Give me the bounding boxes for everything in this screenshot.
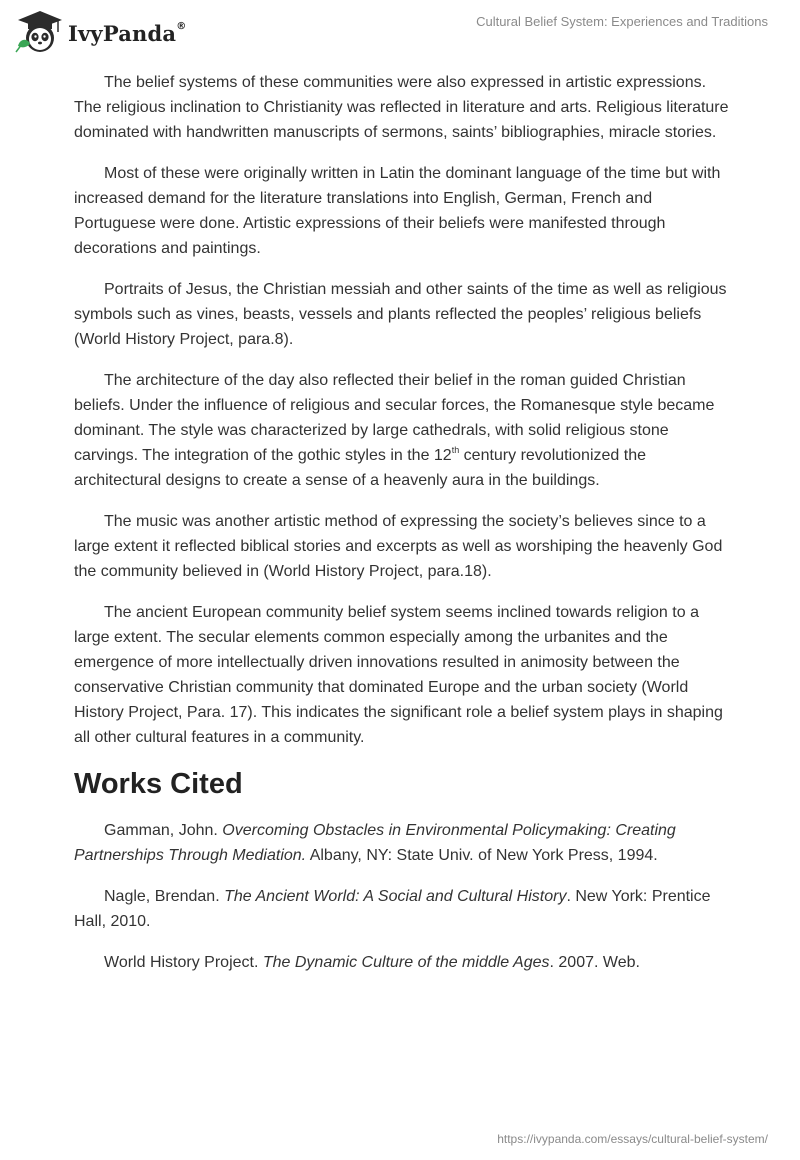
- document-title: Cultural Belief System: Experiences and Traditions: [476, 14, 768, 29]
- body-paragraph: Most of these were originally written in Latin the dominant language of the time but with increased demand for the literature translations into English, German, French and Portuguese were done. Artistic expressions of their beliefs were manifested through decorations and paintings.: [74, 165, 721, 257]
- essay-body: [74, 70, 734, 991]
- citation-title: The Ancient World: A Social and Cultural History: [224, 888, 567, 905]
- source-url-link[interactable]: https://ivypanda.com/essays/cultural-belief-system/: [497, 1132, 768, 1146]
- body-paragraph: The ancient European community belief system seems inclined towards religion to a large extent. The secular elements common especially among the urbanites and the emergence of more intellectually driven innovations resulted in animosity between the conservative Christian community that dominated Europe and the urban society (World History Project, Para. 17). This indicates the significant role a belief system plays in shaping all other cultural features in a community.: [74, 604, 723, 746]
- citation-entry: [74, 818, 734, 868]
- citation-entry: [74, 950, 734, 975]
- works-cited-heading: Works Cited: [74, 768, 243, 800]
- citation-publication: Albany, NY: State Univ. of New York Press, 1994.: [306, 847, 658, 864]
- body-paragraph: [74, 368, 734, 493]
- citation-author: Nagle, Brendan.: [104, 888, 225, 905]
- citation-title: Overcoming Obstacles in Environmental Policymaking: Creating Partnerships Through Mediation.: [74, 822, 676, 864]
- ivypanda-logo[interactable]: [14, 8, 186, 54]
- body-paragraph: The belief systems of these communities were also expressed in artistic expressions. The religious inclination to Christianity was reflected in literature and arts. Religious literature dominated with handwritten manuscripts of sermons, saints’ bibliographies, miracle stories.: [74, 74, 729, 141]
- body-paragraph: The music was another artistic method of expressing the society’s believes since to a large extent it reflected biblical stories and excerpts as well as worshiping the heavenly God the community believed in (World History Project, para.18).: [74, 513, 723, 580]
- paragraph-text: The architecture of the day also reflected their belief in the roman guided Christian beliefs. Under the influence of religious and secular forces, the Romanesque style became dominant. The style was characterized by large cathedrals, with solid religious stone carvings. The integration of the gothic styles in the 12: [74, 372, 715, 464]
- logo-wordmark: IvyPanda®: [68, 20, 187, 46]
- panda-graduate-icon: [14, 8, 64, 54]
- citation-publication: . 2007. Web.: [549, 954, 640, 971]
- ordinal-suffix: th: [451, 445, 460, 455]
- paragraph-text: century revolutionized the architectural designs to create a sense of a heavenly aura in the buildings.: [74, 447, 646, 489]
- citation-author: World History Project.: [104, 954, 263, 971]
- page-header: [0, 0, 800, 64]
- citation-author: Gamman, John.: [104, 822, 223, 839]
- body-paragraph: Portraits of Jesus, the Christian messiah and other saints of the time as well as religious symbols such as vines, beasts, vessels and plants reflected the peoples’ religious beliefs (World History Project, para.8).: [74, 281, 727, 348]
- citation-publication: . New York: Prentice Hall, 2010.: [74, 888, 711, 930]
- citation-entry: [74, 884, 734, 934]
- citation-title: The Dynamic Culture of the middle Ages: [262, 954, 550, 971]
